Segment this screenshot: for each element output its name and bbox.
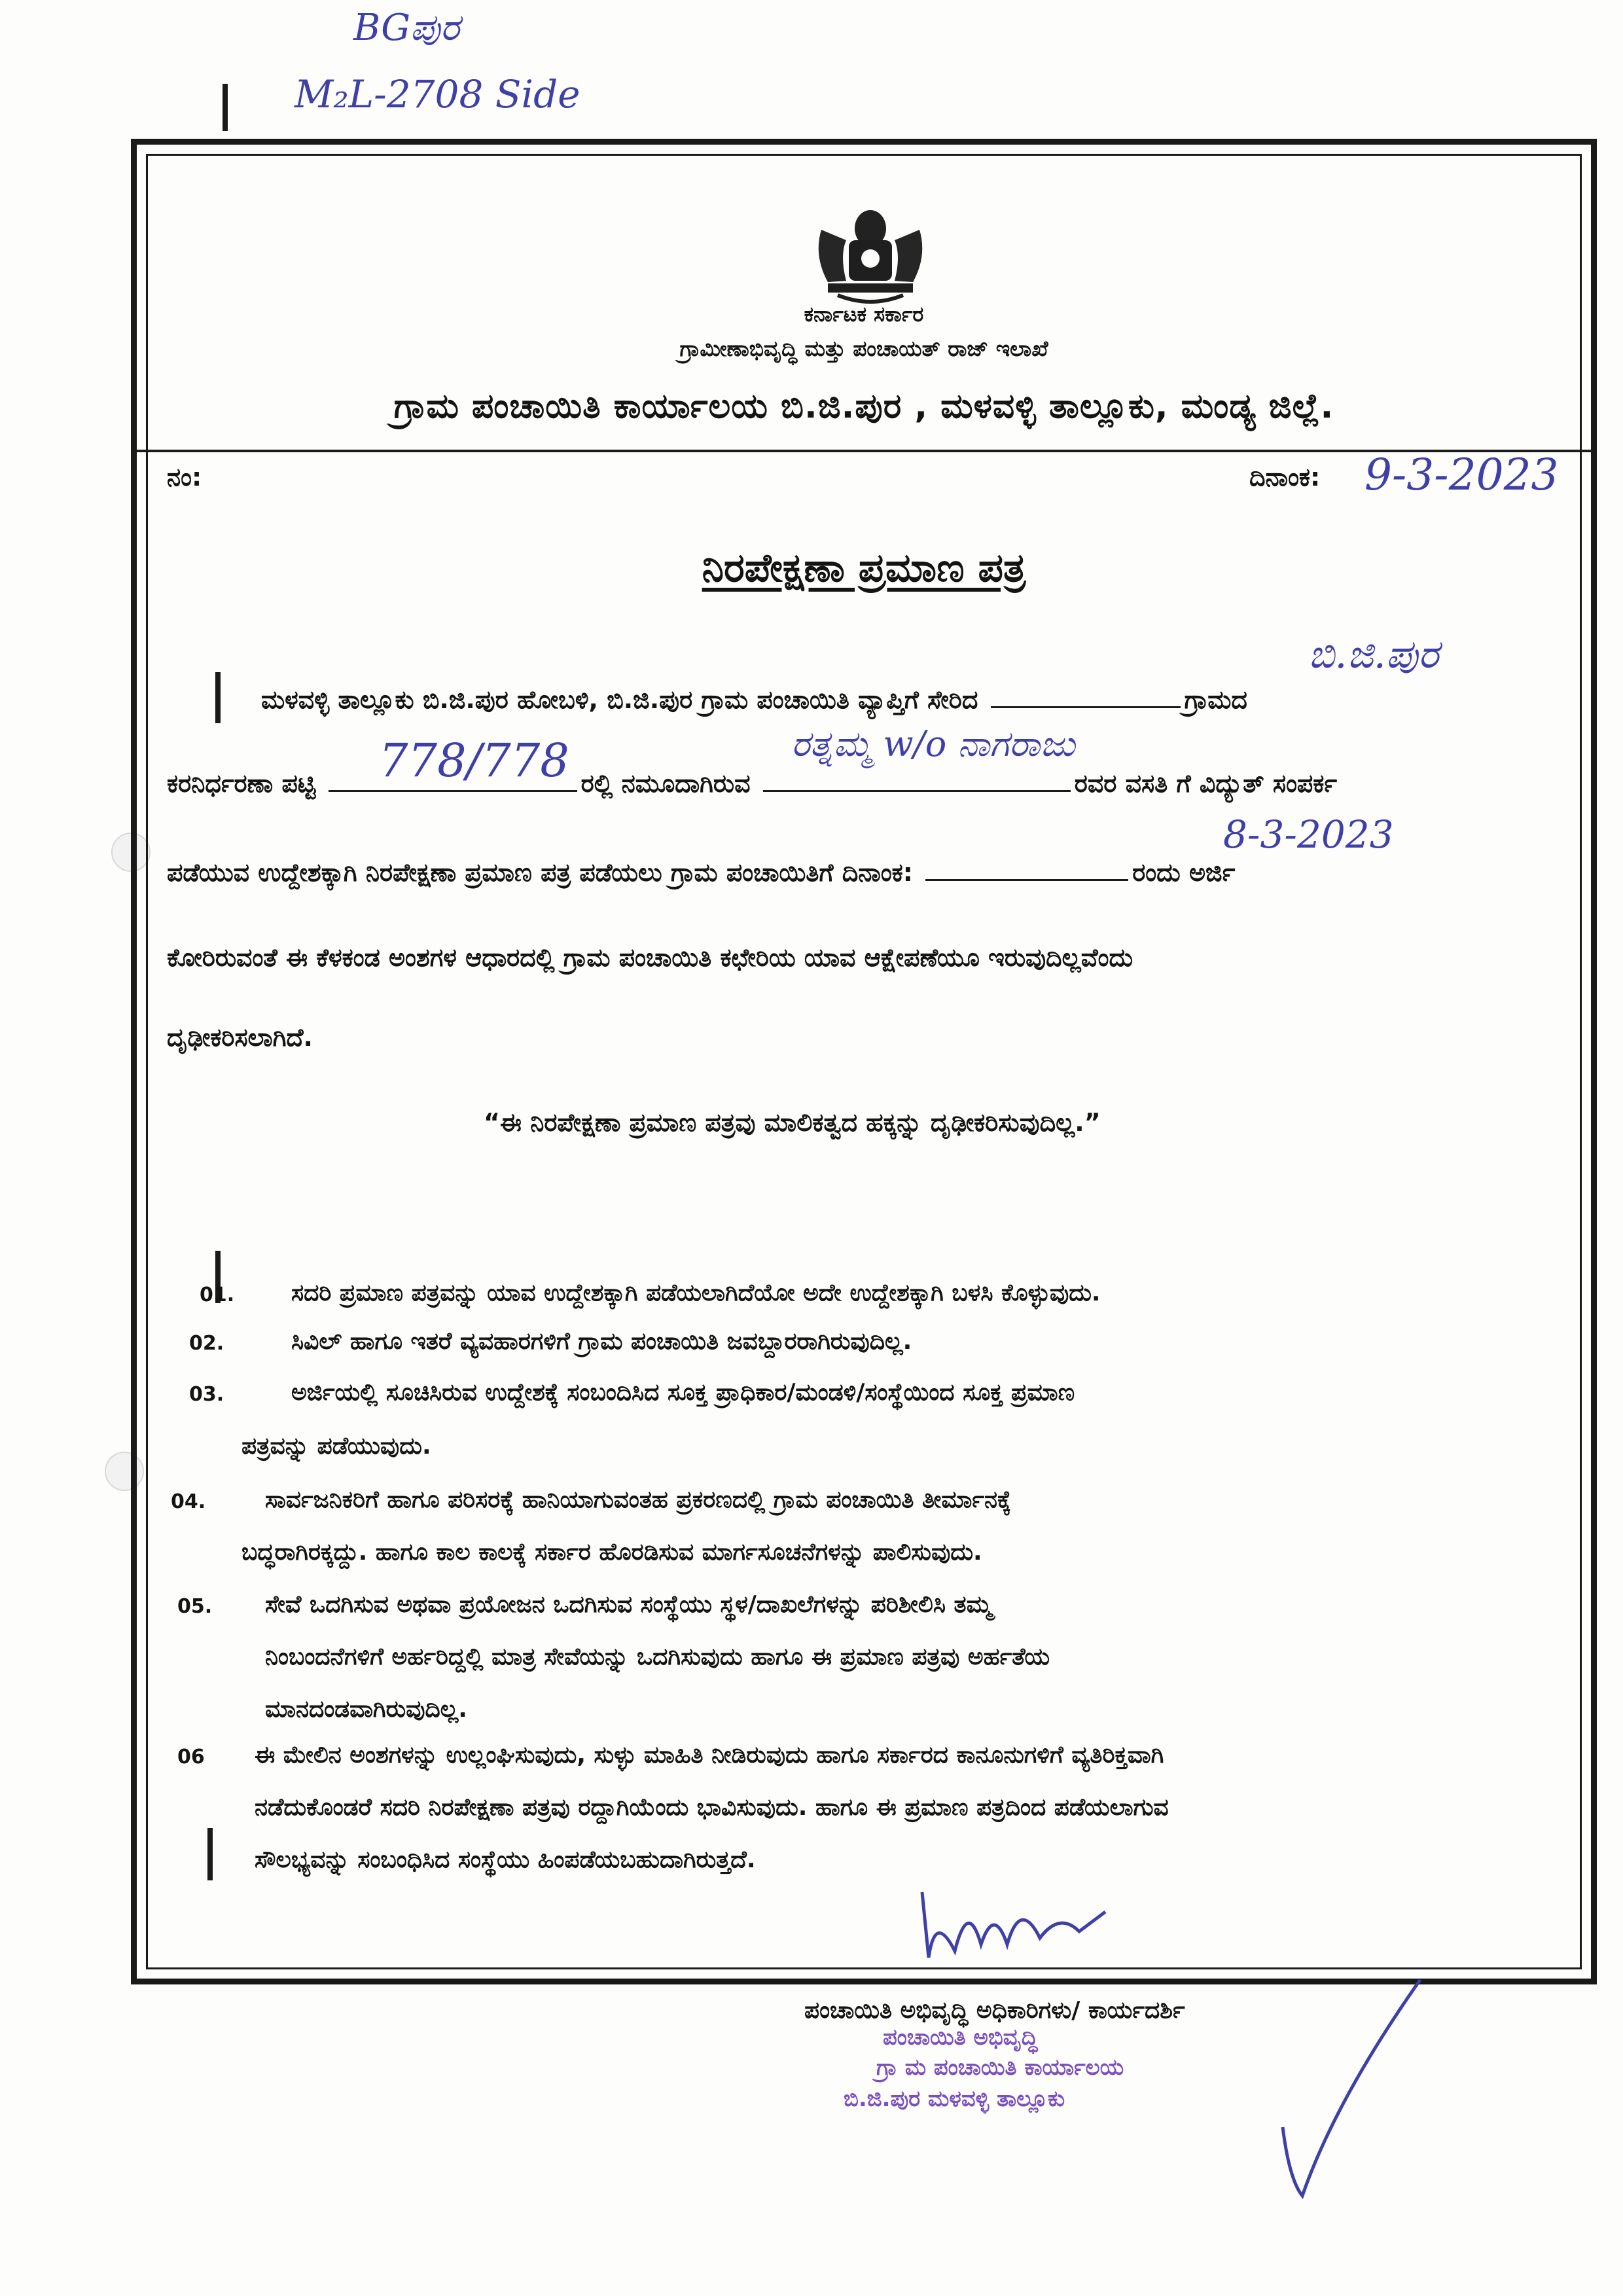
certificate-title: ನಿರಪೇಕ್ಷಣಾ ಪ್ರಮಾಣ ಪತ್ರ (702, 545, 1026, 591)
condition-text: ಸಿವಿಲ್ ಹಾಗೂ ಇತರೆ ವ್ಯವಹಾರಗಳಿಗೆ ಗ್ರಾಮ ಪಂಚಾಯಿತಿ ಜವಬ್ದಾರರಾಗಿರುವುದಿಲ್ಲ. (291, 1328, 912, 1355)
certificate-frame (131, 139, 1597, 2112)
reference-number-label: ನಂ: (167, 463, 202, 492)
condition-text: ಮಾನದಂಡವಾಗಿರುವುದಿಲ್ಲ. (265, 1696, 467, 1723)
body-text: ರವರ ವಸತಿ ಗೆ ವಿದ್ಯುತ್ ಸಂಪರ್ಕ (1074, 769, 1338, 798)
condition-number: 01. (200, 1283, 235, 1306)
government-name: ಕರ್ನಾಟಕ ಸರ್ಕಾರ (804, 302, 924, 327)
body-text: ರಲ್ಲಿ ನಮೂದಾಗಿರುವ (580, 769, 751, 798)
signature-tick (1276, 1970, 1427, 2206)
body-text: ರಂದು ಅರ್ಜಿ (1132, 858, 1236, 887)
condition-text: ಸೌಲಭ್ಯವನ್ನು ಸಂಬಂಧಿಸಿದ ಸಂಸ್ಥೆಯು ಹಿಂಪಡೆಯಬಹುದಾಗಿರುತ್ತದೆ. (255, 1846, 756, 1873)
margin-mark (215, 672, 221, 723)
body-text: ಮಳವಳ್ಳಿ ತಾಲ್ಲೂಕು ಬಿ.ಜಿ.ಪುರ ಹೋಬಳಿ, ಬಿ.ಜಿ.ಪುರ ಗ್ರಾಮ ಪಂಚಾಯಿತಿ ವ್ಯಾಪ್ತಿಗೆ ಸೇರಿದ (261, 685, 978, 714)
body-line-1 (261, 685, 1247, 715)
margin-mark (207, 1828, 213, 1880)
condition-number: 05. (177, 1595, 213, 1618)
condition-text: ನಡೆದುಕೊಂಡರೆ ಸದರಿ ನಿರಪೇಕ್ಷಣಾ ಪತ್ರವು ರದ್ದಾಗಿಯೆಂದು ಭಾವಿಸುವುದು. ಹಾಗೂ ಈ ಪ್ರಮಾಣ ಪತ್ರದಿಂದ ಪಡೆಯಲಾಗುವ (255, 1794, 1169, 1821)
application-date-blank (925, 879, 1128, 881)
assessment-number-value: 778/778 (379, 734, 569, 787)
condition-text: ಸದರಿ ಪ್ರಮಾಣ ಪತ್ರವನ್ನು ಯಾವ ಉದ್ದೇಶಕ್ಕಾಗಿ ಪಡೆಯಲಾಗಿದೆಯೋ ಅದೇ ಉದ್ದೇಶಕ್ಕಾಗಿ ಬಳಸಿ ಕೊಳ್ಳುವುದು. (291, 1280, 1101, 1306)
condition-text: ಈ ಮೇಲಿನ ಅಂಶಗಳನ್ನು ಉಲ್ಲಂಘಿಸುವುದು, ಸುಳ್ಳು ಮಾಹಿತಿ ನೀಡಿರುವುದು ಹಾಗೂ ಸರ್ಕಾರದ ಕಾನೂನುಗಳಿಗೆ ವ್ಯತಿರಿಕ್ತವಾಗಿ (255, 1742, 1164, 1768)
body-text: ಗ್ರಾಮದ (1184, 685, 1247, 714)
condition-text: ಸಾರ್ವಜನಿಕರಿಗೆ ಹಾಗೂ ಪರಿಸರಕ್ಕೆ ಹಾನಿಯಾಗುವಂತಹ ಪ್ರಕರಣದಲ್ಲಿ ಗ್ರಾಮ ಪಂಚಾಯಿತಿ ತೀರ್ಮಾನಕ್ಕೆ (265, 1486, 1012, 1513)
condition-text: ಅರ್ಜಿಯಲ್ಲಿ ಸೂಚಿಸಿರುವ ಉದ್ದೇಶಕ್ಕೆ ಸಂಬಂದಿಸಿದ ಸೂಕ್ತ ಪ್ರಾಧಿಕಾರ/ಮಂಡಳಿ/ಸಂಸ್ಥೆಯಿಂದ ಸೂಕ್ತ ಪ್ರಮಾಣ (291, 1379, 1075, 1406)
office-stamp-line-3: ಬಿ.ಜಿ.ಪುರ ಮಳವಳ್ಳಿ ತಾಲ್ಲೂಕು (844, 2086, 1065, 2112)
body-line-4: ಕೋರಿರುವಂತೆ ಈ ಕೆಳಕಂಡ ಅಂಶಗಳ ಆಧಾರದಲ್ಲಿ ಗ್ರಾಮ ಪಂಚಾಯಿತಿ ಕಛೇರಿಯ ಯಾವ ಆಕ್ಷೇಪಣೆಯೂ ಇರುವುದಿಲ್ಲವೆಂದು (167, 943, 1133, 972)
body-line-3 (167, 858, 1235, 888)
condition-number: 03. (189, 1383, 224, 1406)
condition-number: 04. (171, 1490, 206, 1513)
condition-text: ಪತ್ರವನ್ನು ಪಡೆಯುವುದು. (241, 1433, 431, 1460)
office-stamp-line-1: ಪಂಚಾಯಿತಿ ಅಭಿವೃದ್ಧಿ (883, 2024, 1038, 2051)
body-text: ಕರನಿರ್ಧರಣಾ ಪಟ್ಟಿ (167, 769, 316, 798)
application-date-value: 8-3-2023 (1223, 812, 1394, 857)
margin-mark (223, 84, 228, 131)
handwritten-note-1: BGಪುರ (353, 7, 460, 49)
body-line-5: ದೃಢೀಕರಿಸಲಾಗಿದೆ. (167, 1023, 313, 1052)
body-text: ಪಡೆಯುವ ಉದ್ದೇಶಕ್ಕಾಗಿ ನಿರಪೇಕ್ಷಣಾ ಪ್ರಮಾಣ ಪತ್ರ ಪಡೆಯಲು ಗ್ರಾಮ ಪಂಚಾಯಿತಿಗೆ ದಿನಾಂಕ: (167, 858, 913, 887)
condition-text: ಸೇವೆ ಒದಗಿಸುವ ಅಥವಾ ಪ್ರಯೋಜನ ಒದಗಿಸುವ ಸಂಸ್ಥೆಯು ಸ್ಥಳ/ದಾಖಲೆಗಳನ್ನು ಪರಿಶೀಲಿಸಿ ತಮ್ಮ (265, 1591, 992, 1618)
date-value: 9-3-2023 (1364, 450, 1559, 500)
department-name: ಗ್ರಾಮೀಣಾಭಿವೃದ್ಧಿ ಮತ್ತು ಪಂಚಾಯತ್ ರಾಜ್ ಇಲಾಖೆ (679, 336, 1048, 361)
condition-text: ಬದ್ಧರಾಗಿರಕ್ಕದ್ದು. ಹಾಗೂ ಕಾಲ ಕಾಲಕ್ಕೆ ಸರ್ಕಾರ ಹೊರಡಿಸುವ ಮಾರ್ಗಸೂಚನೆಗಳನ್ನು ಪಾಲಿಸುವುದು. (241, 1539, 982, 1566)
condition-number: 02. (189, 1332, 224, 1355)
office-name: ಗ್ರಾಮ ಪಂಚಾಯಿತಿ ಕಾರ್ಯಾಲಯ ಬಿ.ಜಿ.ಪುರ , ಮಳವಳ್ಳಿ ತಾಲ್ಲೂಕು, ಮಂಡ್ಯ ಜಿಲ್ಲೆ. (393, 387, 1334, 426)
assessment-blank (329, 790, 577, 792)
date-label: ದಿನಾಂಕ: (1249, 463, 1321, 492)
village-value: ಬಿ.ಜಿ.ಪುರ (1308, 632, 1439, 677)
karnataka-emblem-icon (808, 204, 933, 308)
owner-name-value: ರತ್ನಮ್ಮ w/o ನಾಗರಾಜು (791, 723, 1075, 764)
owner-blank (763, 790, 1071, 792)
handwritten-note-2: M₂L-2708 Side (294, 72, 580, 117)
body-line-2 (167, 769, 1337, 798)
office-stamp-line-2: ಗ್ರಾ ಮ ಪಂಚಾಯಿತಿ ಕಾರ್ಯಾಲಯ (876, 2054, 1124, 2081)
condition-number: 06 (177, 1746, 205, 1768)
signatory-designation: ಪಂಚಾಯಿತಿ ಅಭಿವೃದ್ಧಿ ಅಧಿಕಾರಿಗಳು/ ಕಾರ್ಯದರ್ಶಿ (804, 1997, 1185, 2024)
signature-scribble (909, 1873, 1132, 1977)
ownership-disclaimer: “ಈ ನಿರಪೇಕ್ಷಣಾ ಪ್ರಮಾಣ ಪತ್ರವು ಮಾಲಿಕತ್ವದ ಹಕ್ಕನ್ನು ದೃಢೀಕರಿಸುವುದಿಲ್ಲ.” (484, 1108, 1101, 1137)
condition-text: ನಿಂಬಂದನೆಗಳಿಗೆ ಅರ್ಹರಿದ್ದಲ್ಲಿ ಮಾತ್ರ ಸೇವೆಯನ್ನು ಒದಗಿಸುವುದು ಹಾಗೂ ಈ ಪ್ರಮಾಣ ಪತ್ರವು ಅರ್ಹತೆಯ (265, 1643, 1050, 1670)
village-blank (991, 706, 1181, 708)
